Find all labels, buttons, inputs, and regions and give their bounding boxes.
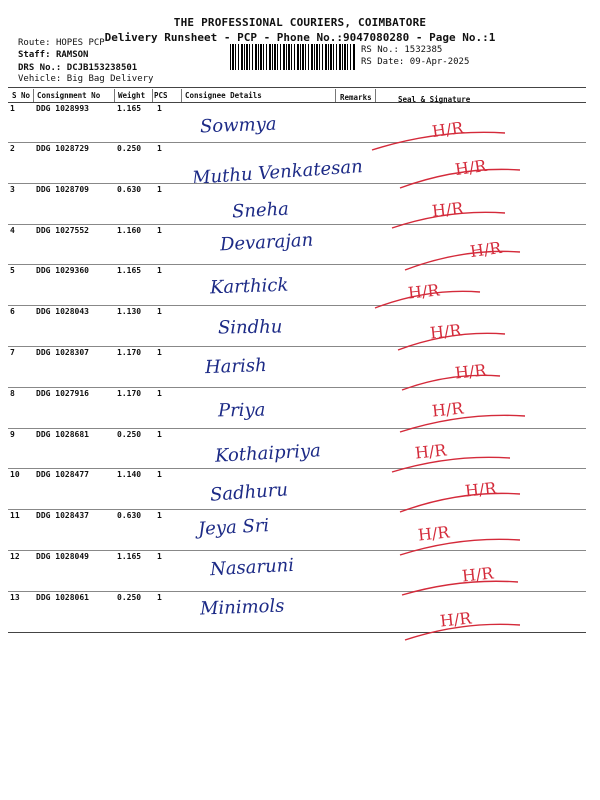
signature-stroke — [392, 457, 510, 472]
row-weight: 0.250 — [117, 144, 142, 153]
row-consignment-no: DDG 1027916 — [36, 389, 89, 398]
row-weight: 0.630 — [117, 511, 142, 520]
row-weight: 1.140 — [117, 470, 142, 479]
row-pcs: 1 — [157, 226, 162, 235]
row-seal-signature: H/R — [431, 198, 465, 221]
row-sno: 2 — [10, 144, 15, 153]
staff-value: RAMSON — [55, 50, 89, 60]
signature-stroke — [405, 251, 520, 270]
row-consignment-no: DDG 1028477 — [36, 470, 89, 479]
row-pcs: 1 — [157, 389, 162, 398]
row-weight: 1.170 — [117, 389, 142, 398]
row-weight: 1.160 — [117, 226, 142, 235]
col-header-consignment: Consignment No — [37, 91, 101, 100]
row-pcs: 1 — [157, 470, 162, 479]
row-seal-signature: H/R — [439, 608, 473, 631]
row-sno: 1 — [10, 104, 15, 113]
signature-stroke — [402, 581, 518, 595]
signature-stroke — [405, 624, 520, 640]
row-pcs: 1 — [157, 144, 162, 153]
row-consignee-handwritten: Jeya Sri — [197, 515, 270, 540]
row-pcs: 1 — [157, 185, 162, 194]
row-consignee-handwritten: Muthu Venkatesan — [191, 156, 364, 189]
row-consignment-no: DDG 1029360 — [36, 266, 89, 275]
row-pcs: 1 — [157, 348, 162, 357]
route-value: HOPES PCP — [55, 38, 105, 48]
row-consignment-no: DDG 1028043 — [36, 307, 89, 316]
row-consignment-no: DDG 1028709 — [36, 185, 89, 194]
signature-stroke — [400, 493, 520, 512]
row-consignee-handwritten: Priya — [217, 399, 266, 422]
col-header-weight: Weight — [118, 91, 146, 100]
col-header-pcs: PCS — [154, 91, 168, 100]
row-weight: 0.630 — [117, 185, 142, 194]
signature-stroke — [398, 333, 505, 350]
runsheet-subtitle: Delivery Runsheet - PCP - Phone No.:9047080280 - Page No.:1 — [104, 31, 496, 44]
signature-stroke — [400, 539, 520, 555]
row-sno: 9 — [10, 430, 15, 439]
row-sno: 4 — [10, 226, 15, 235]
signature-stroke — [372, 132, 505, 150]
row-seal-signature: H/R — [454, 360, 488, 383]
row-consignee-handwritten: Devarajan — [219, 229, 314, 256]
signature-stroke — [392, 212, 505, 228]
signature-stroke — [375, 291, 480, 308]
row-pcs: 1 — [157, 511, 162, 520]
row-consignee-handwritten: Karthick — [209, 274, 289, 299]
row-seal-signature: H/R — [430, 117, 465, 142]
row-consignment-no: DDG 1028729 — [36, 144, 89, 153]
row-seal-signature: H/R — [431, 398, 465, 421]
row-sno: 8 — [10, 389, 15, 398]
drs-label: DRS No.: — [18, 63, 62, 73]
row-consignment-no: DDG 1028049 — [36, 552, 89, 561]
row-consignee-handwritten: Minimols — [199, 595, 285, 620]
col-header-seal: Seal & Signature — [398, 95, 471, 104]
row-sno: 7 — [10, 348, 15, 357]
row-weight: 1.165 — [117, 266, 142, 275]
row-seal-signature: H/R — [468, 237, 503, 262]
rs-no-label: RS No.: — [361, 45, 399, 55]
row-seal-signature: H/R — [417, 522, 451, 545]
row-weight: 1.165 — [117, 552, 142, 561]
row-weight: 1.170 — [117, 348, 142, 357]
row-seal-signature: H/R — [407, 280, 441, 303]
row-consignee-handwritten: Sindhu — [217, 316, 283, 339]
vehicle-value: Big Bag Delivery — [66, 74, 154, 84]
row-pcs: 1 — [157, 593, 162, 602]
row-seal-signature: H/R — [464, 478, 498, 501]
rs-date-label: RS Date: — [361, 57, 405, 67]
row-sno: 12 — [10, 552, 20, 561]
row-consignee-handwritten: Nasaruni — [209, 554, 295, 581]
row-seal-signature: H/R — [461, 563, 495, 586]
signature-stroke — [400, 415, 525, 432]
row-sno: 10 — [10, 470, 20, 479]
row-consignment-no: DDG 1028061 — [36, 593, 89, 602]
row-pcs: 1 — [157, 430, 162, 439]
row-consignee-handwritten: Kothaipriya — [214, 440, 322, 467]
row-sno: 3 — [10, 185, 15, 194]
company-title: THE PROFESSIONAL COURIERS, COIMBATORE — [173, 16, 427, 29]
row-weight: 0.250 — [117, 593, 142, 602]
row-weight: 0.250 — [117, 430, 142, 439]
rs-date-value: 09-Apr-2025 — [409, 57, 470, 67]
row-consignment-no: DDG 1028307 — [36, 348, 89, 357]
col-header-sno: S No — [12, 91, 31, 100]
row-consignee-handwritten: Sowmya — [199, 113, 277, 138]
route-label: Route: — [18, 38, 51, 48]
row-seal-signature: H/R — [429, 320, 463, 343]
row-consignment-no: DDG 1027552 — [36, 226, 89, 235]
row-pcs: 1 — [157, 552, 162, 561]
row-pcs: 1 — [157, 104, 162, 113]
row-consignee-handwritten: Sadhuru — [209, 479, 289, 506]
signature-stroke — [402, 375, 500, 390]
row-sno: 11 — [10, 511, 20, 520]
row-weight: 1.165 — [117, 104, 142, 113]
row-consignee-handwritten: Harish — [204, 354, 267, 379]
row-sno: 5 — [10, 266, 15, 275]
col-header-remarks: Remarks — [340, 93, 372, 102]
row-sno: 13 — [10, 593, 20, 602]
row-weight: 1.130 — [117, 307, 142, 316]
row-seal-signature: H/R — [414, 440, 448, 463]
drs-value: DCJB153238501 — [66, 63, 138, 73]
signature-stroke — [400, 169, 520, 188]
row-consignment-no: DDG 1028681 — [36, 430, 89, 439]
staff-label: Staff: — [18, 50, 51, 60]
row-consignment-no: DDG 1028437 — [36, 511, 89, 520]
row-seal-signature: H/R — [453, 155, 488, 180]
row-pcs: 1 — [157, 307, 162, 316]
vehicle-label: Vehicle: — [18, 74, 62, 84]
rs-no-value: 1532385 — [404, 45, 443, 55]
row-pcs: 1 — [157, 266, 162, 275]
row-sno: 6 — [10, 307, 15, 316]
row-consignee-handwritten: Sneha — [231, 198, 290, 223]
row-consignment-no: DDG 1028993 — [36, 104, 89, 113]
col-header-consignee: Consignee Details — [185, 91, 262, 100]
